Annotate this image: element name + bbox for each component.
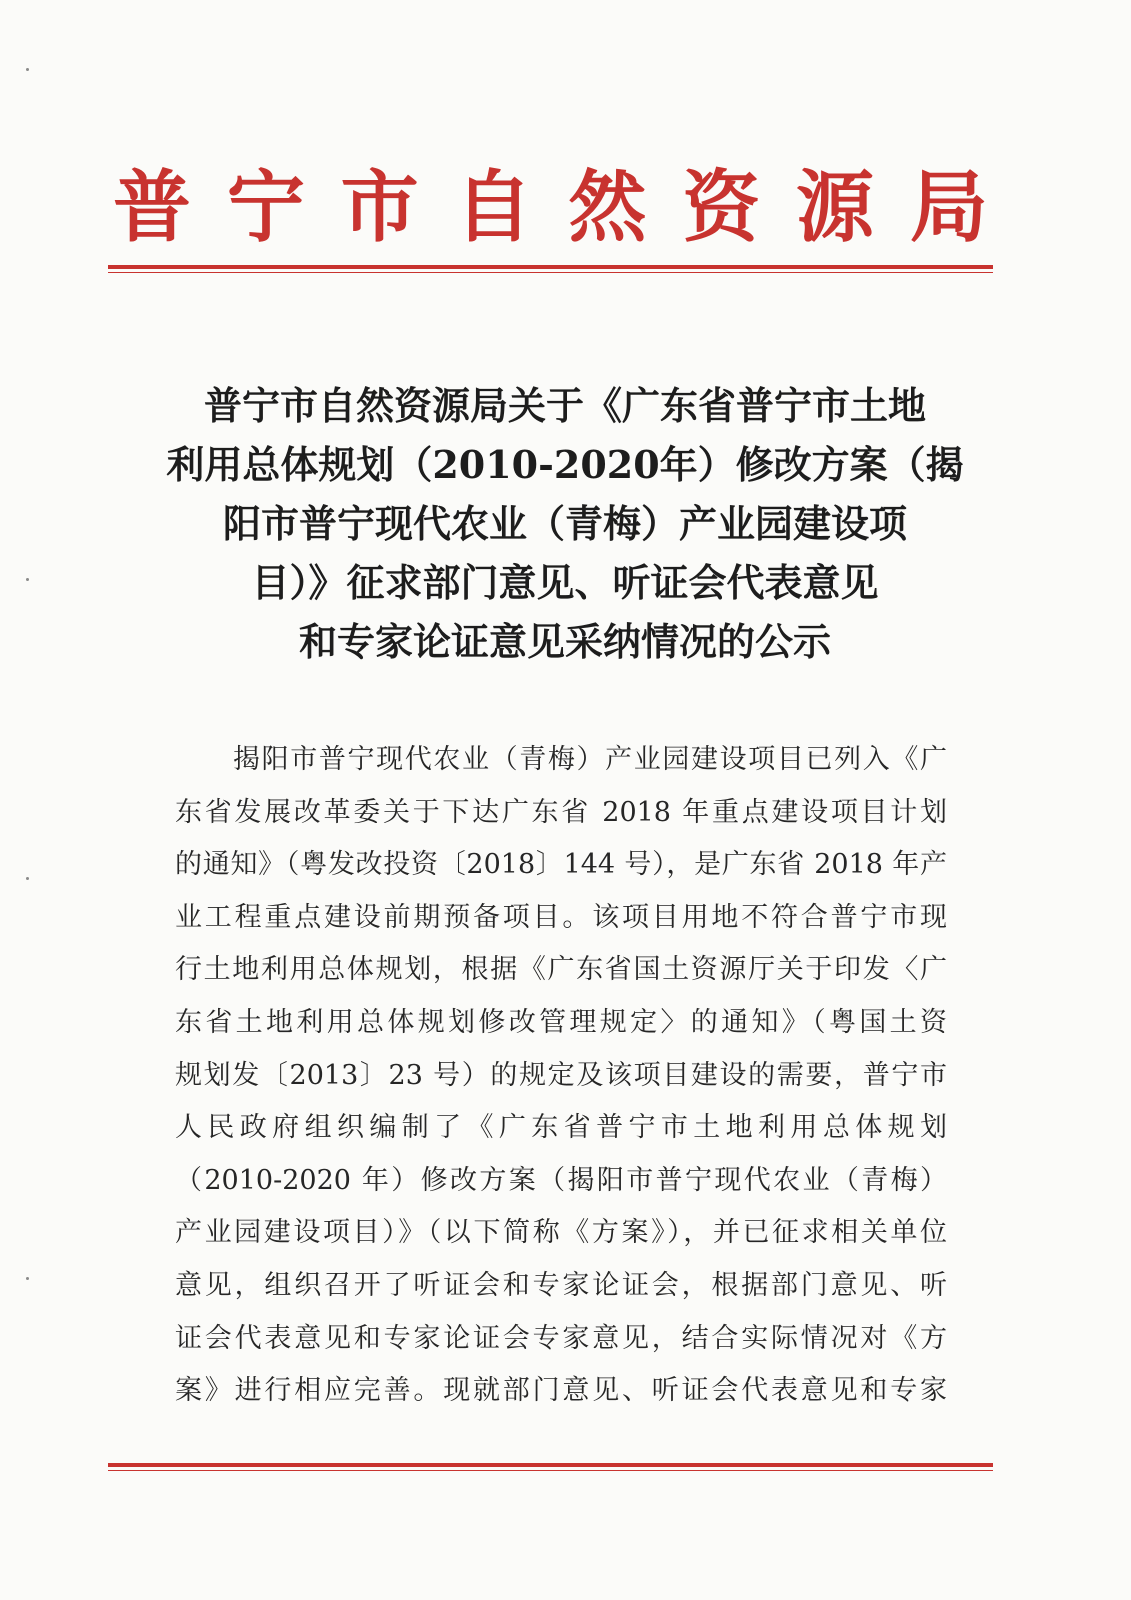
letterhead-char: 局 <box>909 163 988 253</box>
body-line: 行土地利用总体规划，根据《广东省国土资源厅关于印发〈广 <box>175 954 947 986</box>
scan-speck <box>26 578 29 581</box>
letterhead-title <box>108 158 993 258</box>
letterhead-char: 市 <box>340 163 419 253</box>
body-line: 业工程重点建设前期预备项目。该项目用地不符合普宁市现 <box>175 901 947 933</box>
title-line: 普宁市自然资源局关于《广东省普宁市土地 <box>203 383 926 428</box>
letterhead-char: 普 <box>112 163 191 253</box>
body-line: 产业园建设项目）》（以下简称《方案》），并已征求相关单位 <box>175 1217 947 1249</box>
body-line: 揭阳市普宁现代农业（青梅）产业园建设项目已列入《广 <box>233 744 947 775</box>
title-line: 利用总体规划（2010-2020年）修改方案（揭 <box>166 442 964 487</box>
body-line: 的通知》（粤发改投资〔2018〕144 号），是广东省 2018 年产 <box>175 849 947 881</box>
title-line: 和专家论证意见采纳情况的公示 <box>298 619 831 664</box>
title-line: 目）》征求部门意见、听证会代表意见 <box>251 560 879 605</box>
body-line: 意见，组织召开了听证会和专家论证会，根据部门意见、听 <box>175 1269 947 1301</box>
body-line: 人民政府组织编制了《广东省普宁市土地利用总体规划 <box>175 1112 947 1144</box>
letterhead-char: 源 <box>796 163 875 253</box>
body-line: 东省发展改革委关于下达广东省 2018 年重点建设项目计划 <box>175 796 947 828</box>
footer-divider <box>108 1463 993 1471</box>
body-line: 东省土地利用总体规划修改管理规定〉的通知》（粤国土资 <box>175 1006 947 1038</box>
letterhead-char: 然 <box>568 163 647 253</box>
body-paragraph <box>175 734 947 1418</box>
body-line: 规划发〔2013〕23 号）的规定及该项目建设的需要，普宁市 <box>175 1059 947 1091</box>
body-line: 案》进行相应完善。现就部门意见、听证会代表意见和专家 <box>175 1375 947 1407</box>
title-line: 阳市普宁现代农业（青梅）产业园建设项 <box>222 501 907 546</box>
scan-speck <box>26 877 29 880</box>
letterhead-divider <box>108 265 993 273</box>
letterhead-char: 宁 <box>226 163 305 253</box>
body-line: （2010-2020 年）修改方案（揭阳市普宁现代农业（青梅） <box>175 1164 947 1196</box>
scan-speck <box>26 1277 29 1280</box>
document-title <box>150 376 980 671</box>
letterhead-char: 资 <box>682 163 761 253</box>
letterhead-char: 自 <box>454 163 533 253</box>
scan-speck <box>26 68 29 71</box>
body-line: 证会代表意见和专家论证会专家意见，结合实际情况对《方 <box>175 1322 947 1354</box>
